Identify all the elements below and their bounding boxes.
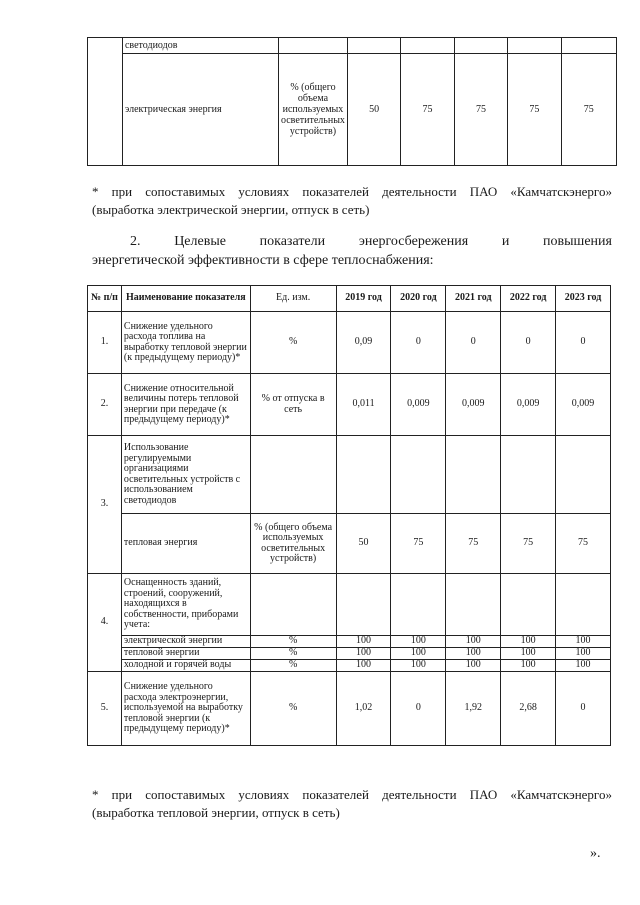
row-value: 0,009 [391,374,446,436]
row-value: 100 [336,660,391,672]
row-value: 0 [446,312,501,374]
heading-line [92,232,612,251]
table-row [88,312,611,374]
footnote-word: деятельности [382,184,457,199]
footnote-word: условиях [238,787,290,802]
row-value [446,436,501,514]
row-num: 3. [88,436,122,574]
footnote-word: * [92,184,99,199]
row-value: 0 [556,312,611,374]
row-value: 100 [391,636,446,648]
row-name: Оснащенность зданий, строений, сооружений, находящихся в собственности, приборами учета: [121,574,250,636]
row-value: 0,009 [556,374,611,436]
heading-word: и [501,234,510,249]
table-row [88,514,611,574]
row-unit: % [250,636,336,648]
row-num: 1. [88,312,122,374]
table-row [88,436,611,514]
row-value: 100 [556,636,611,648]
heading-word: Целевые [174,234,226,249]
row-value: 0 [391,672,446,746]
continuation-table [87,37,617,166]
table-row [88,672,611,746]
footnote-word: ПАО [469,787,498,802]
section-heading [92,232,612,270]
footnote-word: «Камчатскэнерго» [510,184,612,199]
row-value: 100 [391,660,446,672]
row-value: 100 [446,636,501,648]
row-value: 100 [336,648,391,660]
row-name: электрической энергии [121,636,250,648]
row-value: 100 [446,648,501,660]
table-row [88,660,611,672]
row-value: 100 [501,636,556,648]
header-year: 2020 год [391,286,446,312]
row-value: 100 [501,648,556,660]
row-name: Снижение удельного расхода топлива на выработку тепловой энергии (к предыдущему периоду)* [121,312,250,374]
header-year: 2021 год [446,286,501,312]
row-unit: % [250,312,336,374]
row-value [391,574,446,636]
footnote-word: деятельности [382,787,457,802]
heading-word: показатели [259,234,326,249]
table-row [88,648,611,660]
row-value [391,436,446,514]
footnote-electric [92,183,612,219]
footnote-line [92,786,612,804]
table-row [88,636,611,648]
continuation-value: 75 [508,54,561,166]
row-value: 100 [446,660,501,672]
footnote-word: «Камчатскэнерго» [510,787,612,802]
row-value [336,436,391,514]
row-value: 50 [336,514,391,574]
header-year: 2019 год [336,286,391,312]
footnote-word: сопоставимых [145,184,226,199]
footnote-word: показателей [302,184,369,199]
row-unit: % [250,660,336,672]
row-value [336,574,391,636]
closing-quote: ». [590,846,601,861]
heading-word: энергосбережения [358,234,469,249]
continuation-label: светодиодов [122,38,278,54]
row-unit: % [250,672,336,746]
row-value: 100 [336,636,391,648]
row-value: 75 [446,514,501,574]
row-unit [250,436,336,514]
continuation-row-unit: % (общего объема используемых осветительных устройств) [278,54,347,166]
continuation-value: 75 [401,54,454,166]
row-value: 0 [556,672,611,746]
row-value: 0,009 [446,374,501,436]
heading-line2: энергетической эффективности в сфере теплоснабжения: [92,253,434,268]
row-value: 100 [391,648,446,660]
heading-word: повышения [543,234,612,249]
row-unit [250,574,336,636]
row-value: 75 [391,514,446,574]
table-row [88,574,611,636]
row-num: 4. [88,574,122,672]
header-name: Наименование показателя [121,286,250,312]
continuation-value: 75 [561,54,616,166]
footnote-line2: (выработка тепловой энергии, отпуск в сеть) [92,805,340,820]
footnote-word: при [111,787,133,802]
row-name: Снижение относительной величины потерь тепловой энергии при передаче (к предыдущему периоду)* [121,374,250,436]
footnote-word: показателей [302,787,369,802]
row-num: 2. [88,374,122,436]
footnote-line [92,183,612,201]
row-value: 0 [501,312,556,374]
row-value: 100 [556,648,611,660]
row-name: Использование регулируемыми организациями осветительных устройств с использованием светодиодов [121,436,250,514]
footnote-heat [92,786,612,822]
continuation-row-label: электрическая энергия [122,54,278,166]
row-value: 75 [556,514,611,574]
row-value [501,574,556,636]
footnote-word: сопоставимых [145,787,226,802]
row-value: 100 [501,660,556,672]
row-value [501,436,556,514]
footnote-line2: (выработка электрической энергии, отпуск в сеть) [92,202,370,217]
heat-supply-indicators-table [87,285,611,746]
row-value: 0,09 [336,312,391,374]
table-row [88,374,611,436]
footnote-word: ПАО [469,184,498,199]
row-num: 5. [88,672,122,746]
row-value: 0 [391,312,446,374]
row-value: 1,92 [446,672,501,746]
row-value: 0,011 [336,374,391,436]
row-value: 0,009 [501,374,556,436]
footnote-word: условиях [238,184,290,199]
row-unit: % [250,648,336,660]
row-value [556,574,611,636]
continuation-value: 50 [347,54,400,166]
row-unit: % (общего объема используемых осветительных устройств) [250,514,336,574]
heading-word: 2. [130,234,141,249]
header-num: № п/п [88,286,122,312]
row-value [446,574,501,636]
continuation-num-cell [88,38,123,166]
footnote-word: при [111,184,133,199]
row-name: Снижение удельного расхода электроэнергии, используемой на выработку тепловой энергии (к предыдущему периоду)* [121,672,250,746]
table-header-row [88,286,611,312]
header-year: 2023 год [556,286,611,312]
row-name: тепловая энергия [121,514,250,574]
row-name: холодной и горячей воды [121,660,250,672]
header-unit: Ед. изм. [250,286,336,312]
row-value [556,436,611,514]
header-year: 2022 год [501,286,556,312]
row-name: тепловой энергии [121,648,250,660]
row-value: 100 [556,660,611,672]
row-value: 75 [501,514,556,574]
row-value: 1,02 [336,672,391,746]
row-value: 2,68 [501,672,556,746]
continuation-value: 75 [454,54,507,166]
footnote-word: * [92,787,99,802]
row-unit: % от отпуска в сеть [250,374,336,436]
